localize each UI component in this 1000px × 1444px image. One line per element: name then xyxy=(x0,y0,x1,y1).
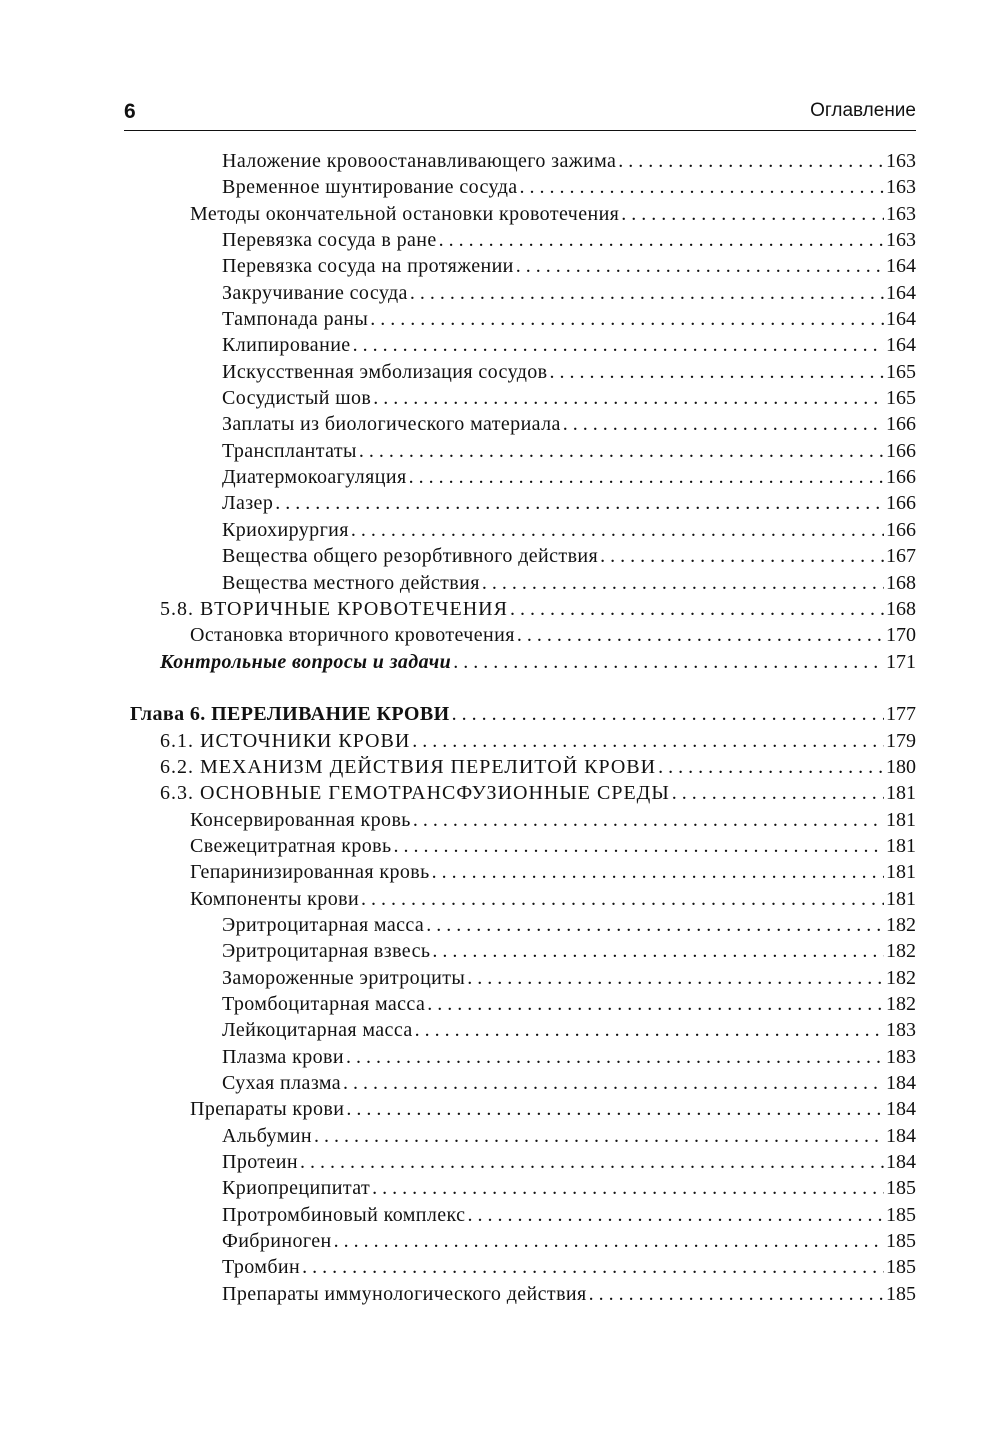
dot-leader xyxy=(658,754,884,780)
toc-entry-page: 163 xyxy=(886,202,916,225)
toc-entry[interactable] xyxy=(130,517,916,543)
dot-leader xyxy=(467,965,884,991)
toc-entry[interactable] xyxy=(130,411,916,437)
dot-leader xyxy=(517,622,884,648)
dot-leader xyxy=(275,490,884,516)
toc-entry-title: Перевязка сосуда на протяжении xyxy=(222,255,514,278)
toc-entry-page: 184 xyxy=(886,1072,916,1095)
toc-entry-page: 181 xyxy=(886,861,916,884)
toc-entry-title: Препараты иммунологического действия xyxy=(222,1282,587,1305)
toc-entry[interactable] xyxy=(130,438,916,464)
dot-leader xyxy=(432,859,884,885)
toc-entry-page: 166 xyxy=(886,466,916,489)
toc-entry[interactable] xyxy=(130,306,916,332)
toc-entry[interactable] xyxy=(130,1096,916,1122)
toc-entry[interactable] xyxy=(130,253,916,279)
toc-entry-title: Криопреципитат xyxy=(222,1177,371,1200)
toc-entry-page: 181 xyxy=(886,808,916,831)
toc-entry-page: 184 xyxy=(886,1124,916,1147)
toc-entry-page: 184 xyxy=(886,1151,916,1174)
toc-entry[interactable] xyxy=(130,886,916,912)
toc-entry-title: Заплаты из биологического материала xyxy=(222,413,561,436)
toc-entry-page: 166 xyxy=(886,518,916,541)
toc-entry-page: 171 xyxy=(886,650,916,673)
toc-entry-page: 167 xyxy=(886,545,916,568)
dot-leader xyxy=(426,912,884,938)
toc-entry-title: Перевязка сосуда в ране xyxy=(222,229,437,252)
toc-entry-page: 170 xyxy=(886,624,916,647)
dot-leader xyxy=(452,701,884,727)
toc-entry-page: 168 xyxy=(886,597,916,620)
dot-leader xyxy=(467,1202,884,1228)
toc-entry-page: 182 xyxy=(886,913,916,936)
toc-entry[interactable] xyxy=(130,622,916,648)
dot-leader xyxy=(409,464,884,490)
dot-leader xyxy=(300,1149,884,1175)
page-header xyxy=(124,98,916,131)
toc-entry-title: Тромбоцитарная масса xyxy=(222,993,426,1015)
toc-entry-title: Альбумин xyxy=(222,1124,312,1147)
toc-entry-title: Фибриноген xyxy=(222,1230,332,1253)
dot-leader xyxy=(589,1281,884,1307)
toc-entry-title: Плазма крови xyxy=(222,1045,344,1068)
toc-entry-title: Сосудистый шов xyxy=(222,387,372,410)
toc-entry-title: Искусственная эмболизация сосудов xyxy=(222,360,548,383)
toc-entry-title: 6.1. ИСТОЧНИКИ КРОВИ xyxy=(160,729,411,752)
toc-entry[interactable] xyxy=(130,596,916,622)
dot-leader xyxy=(413,807,884,833)
toc-entry-title: Препараты крови xyxy=(190,1098,345,1121)
toc-entry-page: 183 xyxy=(886,1045,916,1068)
toc-entry-page: 179 xyxy=(886,729,916,752)
toc-entry-page: 183 xyxy=(886,1019,916,1042)
toc-entry-title: Свежецитратная кровь xyxy=(190,834,392,857)
dot-leader xyxy=(346,1096,884,1122)
toc-entry-page: 165 xyxy=(886,360,916,383)
toc-entry[interactable] xyxy=(130,280,916,306)
toc-entry[interactable] xyxy=(130,833,916,859)
toc-entry-page: 163 xyxy=(886,150,916,172)
toc-entry[interactable] xyxy=(130,201,916,227)
toc-entry-page: 164 xyxy=(886,281,916,304)
toc-entry-title: Глава 6. ПЕРЕЛИВАНИЕ КРОВИ xyxy=(130,703,450,726)
toc-entry-title: Тампонада раны xyxy=(222,308,369,331)
toc-entry[interactable] xyxy=(130,701,916,727)
toc-entry[interactable] xyxy=(130,543,916,569)
toc-entry[interactable] xyxy=(130,938,916,964)
table-of-contents xyxy=(130,148,916,1307)
toc-entry-title: Закручивание сосуда xyxy=(222,281,408,304)
toc-entry-title: Эритроцитарная масса xyxy=(222,913,425,936)
toc-entry-page: 166 xyxy=(886,439,916,462)
dot-leader xyxy=(427,991,884,1017)
dot-leader xyxy=(482,570,884,596)
toc-entry-title: Замороженные эритроциты xyxy=(222,966,466,989)
dot-leader xyxy=(359,438,884,464)
toc-entry[interactable] xyxy=(130,148,916,174)
dot-leader xyxy=(672,780,884,806)
toc-entry[interactable] xyxy=(130,991,916,1017)
toc-entry-page: 185 xyxy=(886,1177,916,1200)
toc-entry-title: Криохирургия xyxy=(222,518,349,541)
toc-entry[interactable] xyxy=(130,174,916,200)
toc-entry[interactable] xyxy=(130,1228,916,1254)
toc-entry-page: 166 xyxy=(886,413,916,436)
dot-leader xyxy=(361,886,884,912)
toc-entry-page: 163 xyxy=(886,176,916,199)
toc-entry-page: 180 xyxy=(886,755,916,778)
toc-entry-page: 181 xyxy=(886,834,916,857)
toc-entry-page: 184 xyxy=(886,1098,916,1121)
toc-entry[interactable] xyxy=(130,1070,916,1096)
dot-leader xyxy=(346,1044,884,1070)
toc-gap xyxy=(130,675,916,701)
toc-entry-page: 163 xyxy=(886,229,916,252)
toc-entry[interactable] xyxy=(130,807,916,833)
dot-leader xyxy=(410,280,884,306)
dot-leader xyxy=(343,1070,884,1096)
dot-leader xyxy=(353,332,884,358)
toc-entry-title: Контрольные вопросы и задачи xyxy=(160,650,452,673)
toc-entry-title: Наложение кровоостанавливающего зажима xyxy=(222,150,617,172)
toc-entry-page: 182 xyxy=(886,993,916,1015)
toc-entry-title: 6.2. МЕХАНИЗМ ДЕЙСТВИЯ ПЕРЕЛИТОЙ КРОВИ xyxy=(160,755,657,778)
dot-leader xyxy=(302,1254,884,1280)
toc-entry-page: 164 xyxy=(886,308,916,331)
toc-entry-title: Протромбиновый комплекс xyxy=(222,1203,466,1226)
toc-entry-title: Эритроцитарная взвесь xyxy=(222,940,431,963)
toc-entry[interactable] xyxy=(130,385,916,411)
toc-entry[interactable] xyxy=(130,1123,916,1149)
toc-entry-page: 164 xyxy=(886,255,916,278)
toc-entry-title: Диатермокоагуляция xyxy=(222,466,407,489)
toc-entry-page: 168 xyxy=(886,571,916,594)
dot-leader xyxy=(334,1228,884,1254)
toc-entry-page: 182 xyxy=(886,940,916,963)
toc-entry-title: Вещества общего резорбтивного действия xyxy=(222,545,599,568)
toc-entry[interactable] xyxy=(130,1175,916,1201)
toc-entry-title: Трансплантаты xyxy=(222,439,357,462)
toc-entry[interactable] xyxy=(130,570,916,596)
page-number: 6 xyxy=(124,100,136,123)
dot-leader xyxy=(600,543,884,569)
toc-entry[interactable] xyxy=(130,1149,916,1175)
dot-leader xyxy=(351,517,884,543)
toc-entry-title: Остановка вторичного кровотечения xyxy=(190,624,515,647)
toc-entry-title: Гепаринизированная кровь xyxy=(190,861,430,884)
toc-entry[interactable] xyxy=(130,1044,916,1070)
toc-entry[interactable] xyxy=(130,1281,916,1307)
toc-entry-page: 166 xyxy=(886,492,916,515)
toc-entry[interactable] xyxy=(130,649,916,675)
toc-entry[interactable] xyxy=(130,780,916,806)
dot-leader xyxy=(439,227,884,253)
toc-entry[interactable] xyxy=(130,965,916,991)
toc-entry-page: 185 xyxy=(886,1203,916,1226)
dot-leader xyxy=(412,728,884,754)
dot-leader xyxy=(520,174,884,200)
dot-leader xyxy=(453,649,884,675)
dot-leader xyxy=(394,833,884,859)
toc-entry-title: Клипирование xyxy=(222,334,351,357)
toc-entry-title: Тромбин xyxy=(222,1256,301,1279)
dot-leader xyxy=(432,938,884,964)
dot-leader xyxy=(563,411,884,437)
toc-entry[interactable] xyxy=(130,464,916,490)
toc-entry-title: Вещества местного действия xyxy=(222,571,480,594)
running-head: Оглавление xyxy=(810,100,916,121)
toc-entry[interactable] xyxy=(130,912,916,938)
dot-leader xyxy=(372,1175,884,1201)
toc-entry-title: 6.3. ОСНОВНЫЕ ГЕМОТРАНСФУЗИОННЫЕ СРЕДЫ xyxy=(160,782,670,805)
toc-entry-page: 181 xyxy=(886,782,916,805)
toc-entry[interactable] xyxy=(130,859,916,885)
toc-entry-title: Методы окончательной остановки кровотечения xyxy=(190,202,620,225)
toc-entry-title: 5.8. ВТОРИЧНЫЕ КРОВОТЕЧЕНИЯ xyxy=(160,597,508,620)
toc-entry-page: 165 xyxy=(886,387,916,410)
toc-entry[interactable] xyxy=(130,359,916,385)
toc-entry-title: Компоненты крови xyxy=(190,887,360,910)
toc-entry-title: Лазер xyxy=(222,492,274,515)
toc-entry-title: Протеин xyxy=(222,1151,299,1174)
toc-entry-page: 164 xyxy=(886,334,916,357)
toc-entry[interactable] xyxy=(130,227,916,253)
toc-entry-page: 182 xyxy=(886,966,916,989)
dot-leader xyxy=(621,201,884,227)
toc-entry[interactable] xyxy=(130,490,916,516)
toc-entry-page: 185 xyxy=(886,1256,916,1279)
toc-entry[interactable] xyxy=(130,1254,916,1280)
toc-entry[interactable] xyxy=(130,1202,916,1228)
dot-leader xyxy=(550,359,884,385)
toc-entry-page: 185 xyxy=(886,1230,916,1253)
dot-leader xyxy=(510,596,884,622)
toc-entry-title: Консервированная кровь xyxy=(190,808,411,831)
toc-entry[interactable] xyxy=(130,728,916,754)
dot-leader xyxy=(370,306,884,332)
toc-entry-page: 181 xyxy=(886,887,916,910)
toc-entry-title: Временное шунтирование сосуда xyxy=(222,176,518,199)
dot-leader xyxy=(618,148,884,174)
toc-entry-title: Сухая плазма xyxy=(222,1072,342,1095)
toc-entry[interactable] xyxy=(130,1017,916,1043)
toc-entry-page: 185 xyxy=(886,1282,916,1305)
dot-leader xyxy=(314,1123,884,1149)
dot-leader xyxy=(516,253,884,279)
toc-entry-page: 177 xyxy=(886,703,916,726)
toc-entry[interactable] xyxy=(130,754,916,780)
toc-entry[interactable] xyxy=(130,332,916,358)
dot-leader xyxy=(415,1017,884,1043)
toc-entry-title: Лейкоцитарная масса xyxy=(222,1019,413,1042)
dot-leader xyxy=(373,385,884,411)
